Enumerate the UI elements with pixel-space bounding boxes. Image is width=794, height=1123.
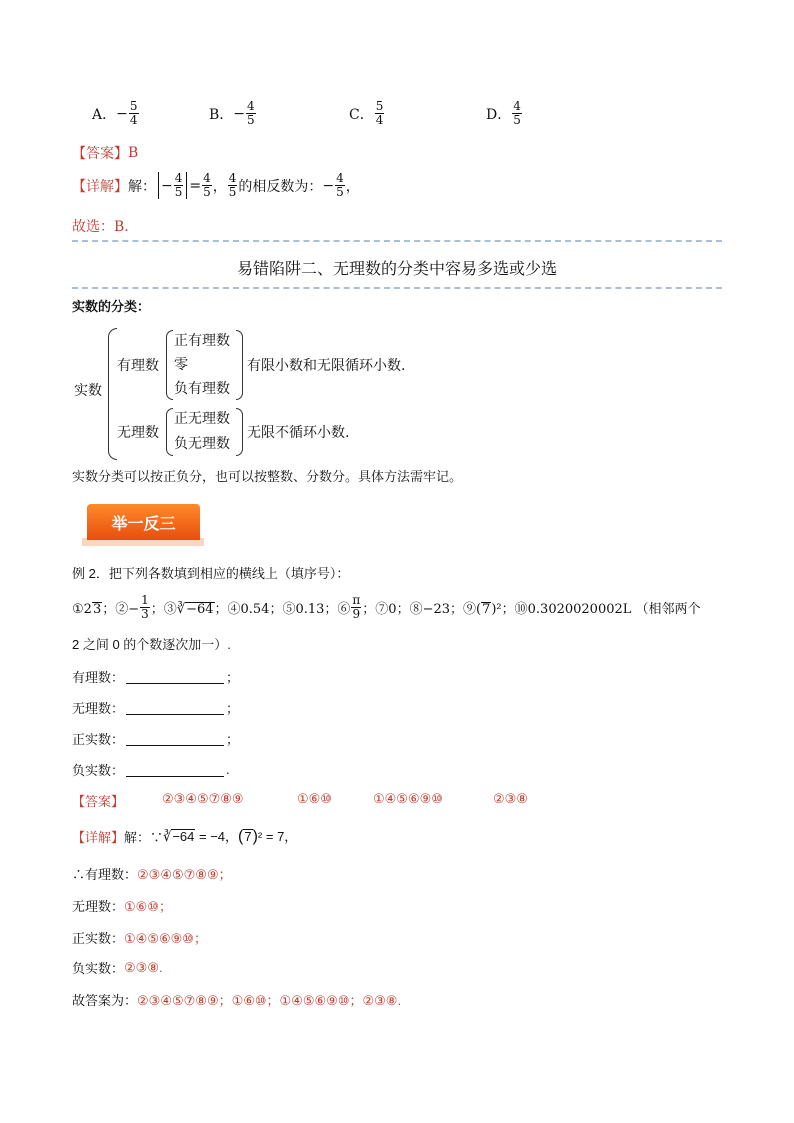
sign: − — [161, 177, 173, 194]
numerator: 4 — [203, 171, 211, 185]
detail-text: 解：∵ — [124, 829, 164, 845]
detail-text2: 的相反数为： — [238, 178, 323, 195]
fraction — [129, 100, 139, 127]
detail-label: ∴有理数： — [72, 867, 138, 882]
denominator: 4 — [129, 113, 138, 127]
option-label: A． — [92, 106, 117, 123]
blank-negative — [72, 760, 230, 779]
detail-tag: 【详解】 — [72, 178, 128, 195]
rational-desc: 有限小数和无限循环小数. — [247, 358, 406, 374]
comma: ， — [212, 178, 227, 195]
fraction — [375, 100, 385, 127]
numerator: 4 — [513, 99, 521, 113]
q1-answer — [72, 143, 138, 163]
section-title: 易错陷阱二、无理数的分类中容易多选或少选 — [236, 259, 557, 278]
blank-line[interactable] — [126, 731, 224, 746]
option-label: C． — [349, 106, 374, 123]
detail-value: ②③⑧. — [124, 959, 163, 975]
fraction — [228, 172, 238, 199]
irrational-label: 无理数 — [117, 425, 159, 441]
option-b — [209, 100, 257, 127]
rational-item-positive: 正有理数 — [174, 333, 230, 349]
answer-value: B — [128, 145, 139, 161]
option-a — [92, 100, 140, 127]
final-answer — [72, 990, 401, 1009]
blank-end: ； — [226, 732, 240, 747]
blank-positive — [72, 729, 239, 748]
fraction — [202, 172, 212, 199]
blank-end: ； — [226, 701, 240, 716]
rational-item-negative: 负有理数 — [174, 381, 230, 397]
detail-value: ②③④⑤⑦⑧⑨； — [137, 867, 232, 882]
detail-line-positive — [72, 928, 207, 947]
numerator: 5 — [375, 99, 384, 113]
blank-end: ； — [226, 670, 240, 685]
example-items-line2: 2 之间 0 的个数逐次加一）. — [72, 637, 231, 652]
brace-rational — [166, 330, 173, 400]
irrational-item-positive: 正无理数 — [174, 411, 230, 427]
blank-irrational — [72, 698, 239, 717]
denominator: 5 — [336, 185, 344, 199]
option-sign: − — [233, 105, 246, 122]
blank-end: . — [226, 762, 230, 777]
option-sign: − — [116, 105, 128, 122]
detail-label: 正实数： — [72, 931, 125, 946]
answer-1: ②③④⑤⑦⑧⑨ — [162, 791, 244, 806]
denominator: 5 — [174, 185, 183, 199]
sign: − — [322, 177, 335, 194]
blank-line[interactable] — [126, 669, 224, 684]
brace-real — [108, 328, 117, 460]
blank-label: 负实数： — [72, 763, 125, 778]
example-answer-tag: 【答案】 — [72, 794, 125, 809]
detail-value: ①④⑤⑥⑨⑩； — [124, 931, 207, 946]
rational-label: 有理数 — [117, 358, 159, 374]
brace-irrational — [166, 408, 173, 456]
irrational-desc: 无限不循环小数. — [247, 425, 350, 441]
denominator: 4 — [375, 113, 384, 127]
divider-top — [72, 240, 722, 242]
detail-line-negative — [72, 958, 163, 977]
option-d — [486, 100, 523, 127]
answer-tag: 【答案】 — [72, 146, 128, 162]
blank-line[interactable] — [126, 700, 224, 715]
blank-label: 有理数： — [72, 670, 125, 685]
example-prompt: 例 2．把下列各数填到相应的横线上（填序号）： — [72, 566, 350, 581]
section-note: 实数分类可以按正负分，也可以按整数、分数分。具体方法需牢记。 — [72, 469, 463, 484]
numerator: 5 — [129, 99, 138, 113]
detail-line-irrational — [72, 896, 172, 915]
irrational-item-negative: 负无理数 — [174, 436, 230, 452]
denominator: 5 — [513, 113, 521, 127]
option-c — [349, 100, 385, 127]
detail-label: 无理数： — [72, 899, 125, 914]
fraction — [174, 172, 184, 199]
abs-value — [158, 172, 187, 199]
answer-3: ①④⑤⑥⑨⑩ — [373, 791, 443, 806]
blank-label: 无理数： — [72, 701, 125, 716]
numerator: 4 — [247, 99, 255, 113]
option-label: D． — [486, 106, 512, 123]
blank-line[interactable] — [126, 762, 224, 777]
rational-item-zero: 零 — [174, 357, 188, 373]
fraction — [335, 172, 345, 199]
denominator: 5 — [228, 185, 237, 199]
practice-badge: 举一反三 — [87, 504, 200, 540]
equals: = — [189, 177, 202, 194]
example-detail: 【详解】 解：∵ ∛−64 = −4，(7)² = 7， — [72, 828, 298, 845]
blank-rational — [72, 667, 239, 686]
answer-2: ①⑥⑩ — [297, 791, 332, 806]
fraction — [246, 100, 256, 127]
fraction — [512, 100, 522, 127]
section-subtitle: 实数的分类： — [72, 299, 151, 314]
comma: ， — [345, 178, 360, 195]
option-label: B． — [209, 106, 234, 123]
detail-tag: 【详解】 — [72, 829, 125, 845]
detail-line-rational — [72, 864, 232, 883]
blank-label: 正实数： — [72, 732, 125, 747]
rbrace-irrational — [236, 408, 243, 456]
detail-value: ①⑥⑩； — [124, 899, 172, 914]
final-label: 故答案为： — [72, 993, 138, 1008]
detail-label: 负实数： — [72, 961, 125, 976]
denominator: 5 — [203, 185, 211, 199]
detail-text: 解： — [128, 178, 156, 195]
rbrace-rational — [236, 330, 243, 400]
q1-conclusion: 故选：B． — [72, 219, 139, 235]
divider-bottom — [72, 287, 722, 289]
denominator: 5 — [247, 113, 255, 127]
numerator: 4 — [174, 171, 183, 185]
q1-detail — [72, 172, 360, 199]
numerator: 4 — [228, 171, 237, 185]
numerator: 4 — [336, 171, 344, 185]
answer-4: ②③⑧ — [493, 791, 528, 806]
final-value: ②③④⑤⑦⑧⑨；①⑥⑩；①④⑤⑥⑨⑩；②③⑧. — [137, 993, 402, 1008]
example-items: ①23；②− $\frac{1}{3}$ ；③∛−64；④0.54；⑤0.13；⑥ $\frac{\pi}{9}$ ；⑦0；⑧−23；⑨(7)²；⑩0.3020020002L （相邻两个 — [72, 593, 701, 621]
real-label: 实数 — [74, 383, 102, 399]
